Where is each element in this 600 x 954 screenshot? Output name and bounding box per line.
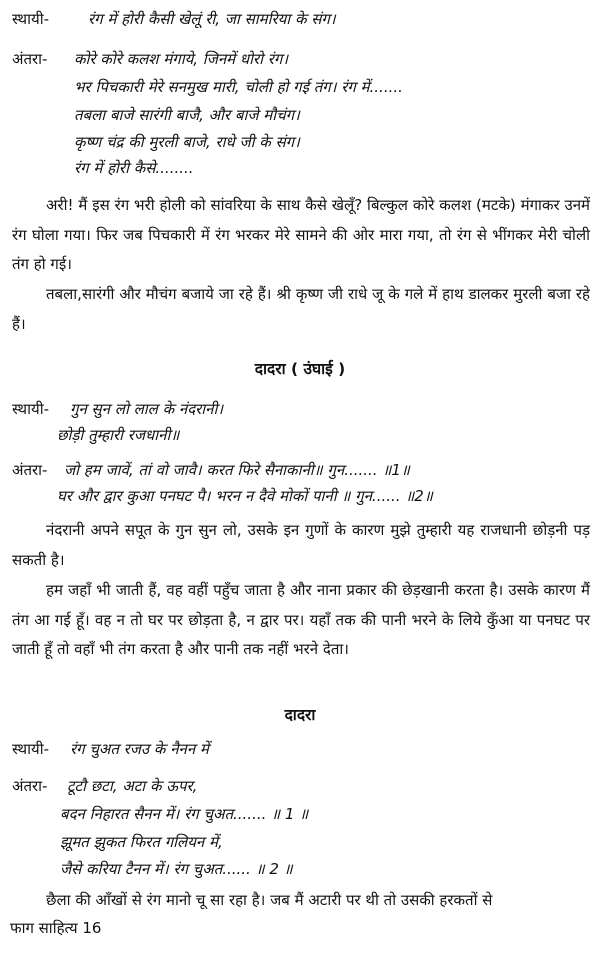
song1-explanation: [12, 191, 590, 280]
song1-antara-line-4: कृष्ण चंद्र की मुरली बाजे, राधे जी के संग।: [74, 133, 300, 151]
song2-heading: दादरा ( उंघाई ): [254, 360, 346, 378]
song2-paragraph-1: नंदरानी अपने सपूत के गुन सुन लो, उसके इन गुणों के कारण मुझे तुम्हारी यह राजधानी छोड़नी पड़ सकती है।: [12, 521, 590, 569]
song2-sthayi-line-2: छोड़ी तुम्हारी रजधानी॥: [57, 426, 180, 444]
song1-sthayi-line: रंग में होरी कैसी खेलूं री, जा सामरिया के संग।: [88, 10, 336, 28]
song2-antara-line-1: जो हम जावें, तां वो जावै। करत फिरे सैनाकानी॥ गुन....... ॥1॥: [64, 461, 410, 479]
page-footer: फाग साहित्य 16: [10, 919, 102, 937]
song2-antara-label: अंतरा-: [12, 461, 48, 479]
song2-sthayi-label: स्थायी-: [12, 400, 50, 418]
song1-antara-label: अंतरा-: [12, 50, 48, 68]
song3-antara-line-4: जैसे करिया टैनन में। रंग चुअत...... ॥ 2 ॥: [60, 860, 293, 878]
song1-antara-line-5: रंग में होरी कैसे........: [74, 159, 194, 177]
song1-paragraph-1: अरी! मैं इस रंग भरी होली को सांवरिया के साथ कैसे खेलूँ? बिल्कुल कोरे कलश (मटके) मंगाकर उनमें रंग घोला गया। फिर जब पिचकारी में रंग भरकर मेरे सामने की ओर मारा गया, तो रंग से भींगकर मेरी चोली तंग हो गई।: [12, 196, 590, 273]
song3-antara-label: अंतरा-: [12, 777, 48, 795]
song3-sthayi-line: रंग चुअत रजउ के नैनन में: [70, 740, 209, 758]
song1-antara-line-2: भर पिचकारी मेरे सनमुख मारी, चोली हो गई तंग। रंग में.......: [74, 78, 403, 96]
song3-heading: दादरा: [284, 706, 316, 724]
song2-explanation: [12, 516, 590, 575]
song3-antara-line-3: झूमत झुकत फिरत गलियन में,: [60, 833, 223, 851]
song3-antara-line-2: बदन निहारत सैनन में। रंग चुअत....... ॥ 1 ॥: [60, 805, 309, 823]
song1-sthayi-label: स्थायी-: [12, 10, 50, 28]
song2-antara-line-2: घर और द्वार कुआ पनघट पै। भरन न दैवे मोकों पानी ॥ गुन...... ॥2॥: [57, 487, 433, 505]
song3-sthayi-label: स्थायी-: [12, 740, 50, 758]
song1-antara-line-3: तबला बाजे सारंगी बाजै, और बाजे मौचंग।: [74, 106, 300, 124]
song2-paragraph-2: हम जहाँ भी जाती हैं, वह वहीं पहुँच जाता है और नाना प्रकार की छेड़खानी करता है। उसके कारण मैं तंग आ गई हूँ। वह न तो घर पर छोड़ता है, न द्वार पर। यहाँ तक की पानी भरने के लिये कुँआ या पनघट पर जाती हूँ तो वहाँ भी तंग करता है और पानी तक नहीं भरने देता।: [12, 581, 590, 658]
song3-explanation: [12, 886, 590, 916]
song2-explanation-2: [12, 576, 590, 665]
song2-sthayi-line-1: गुन सुन लो लाल के नंदरानी।: [70, 400, 224, 418]
song1-explanation-2: [12, 280, 590, 339]
song1-antara-line-1: कोरे कोरे कलश मंगाये, जिनमें धोरो रंग।: [74, 50, 289, 68]
song3-antara-line-1: टूटौ छटा, अटा के ऊपर,: [67, 777, 198, 795]
song3-paragraph-1: छैला की आँखों से रंग मानो चू सा रहा है। जब मैं अटारी पर थी तो उसकी हरकतों से: [46, 891, 493, 909]
song1-paragraph-2: तबला,सारंगी और मौचंग बजाये जा रहे हैं। श्री कृष्ण जी राधे जू के गले में हाथ डालकर मुरली बजा रहे हैं।: [12, 285, 590, 333]
